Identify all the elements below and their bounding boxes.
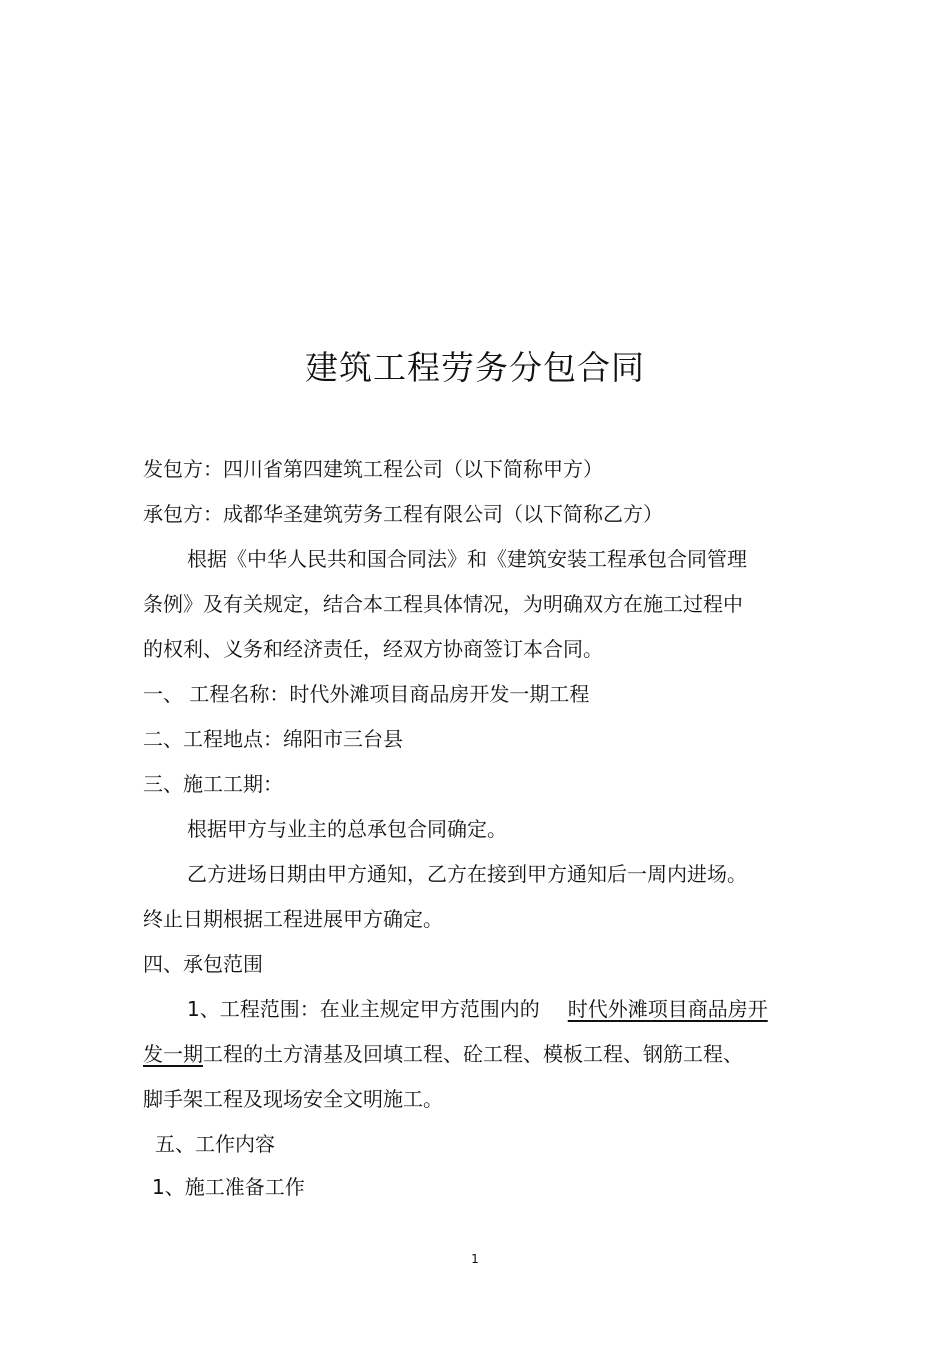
schedule-line-3: 终止日期根据工程进展甲方确定。: [143, 907, 443, 931]
party-a-line: 发包方：四川省第四建筑工程公司（以下简称甲方）: [143, 457, 603, 481]
scope-project-underlined-2: 发一期: [143, 1042, 203, 1066]
schedule-line-1: 根据甲方与业主的总承包合同确定。: [187, 817, 507, 841]
document-title: 建筑工程劳务分包合同: [305, 348, 645, 387]
section-work-content-heading: 五、工作内容: [155, 1132, 275, 1156]
section-scope-heading: 四、承包范围: [143, 952, 263, 976]
party-b-line: 承包方：成都华圣建筑劳务工程有限公司（以下简称乙方）: [143, 502, 663, 526]
preamble-line-2: 条例》及有关规定，结合本工程具体情况，为明确双方在施工过程中: [143, 592, 743, 616]
scope-line-2-text: 工程的土方清基及回填工程、砼工程、模板工程、钢筋工程、: [203, 1042, 743, 1066]
section-project-name: 一、 工程名称：时代外滩项目商品房开发一期工程: [143, 682, 590, 706]
scope-line-2: [143, 1039, 743, 1069]
section-schedule-heading: 三、施工工期：: [143, 772, 283, 796]
scope-line-3: 脚手架工程及现场安全文明施工。: [143, 1087, 443, 1111]
scope-line-1: [187, 994, 768, 1024]
schedule-line-2: 乙方进场日期由甲方通知，乙方在接到甲方通知后一周内进场。: [187, 862, 747, 886]
section-project-location: 二、工程地点：绵阳市三台县: [143, 727, 403, 751]
page-number: 1: [471, 1252, 479, 1266]
scope-project-underlined-1: 时代外滩项目商品房开: [567, 997, 768, 1021]
preamble-line-3: 的权利、义务和经济责任，经双方协商签订本合同。: [143, 637, 603, 661]
scope-line-1-text: 1、工程范围：在业主规定甲方范围内的: [187, 997, 540, 1021]
preamble-line-1: 根据《中华人民共和国合同法》和《建筑安装工程承包合同管理: [187, 547, 747, 571]
work-content-item-1: 1、施工准备工作: [152, 1175, 305, 1199]
